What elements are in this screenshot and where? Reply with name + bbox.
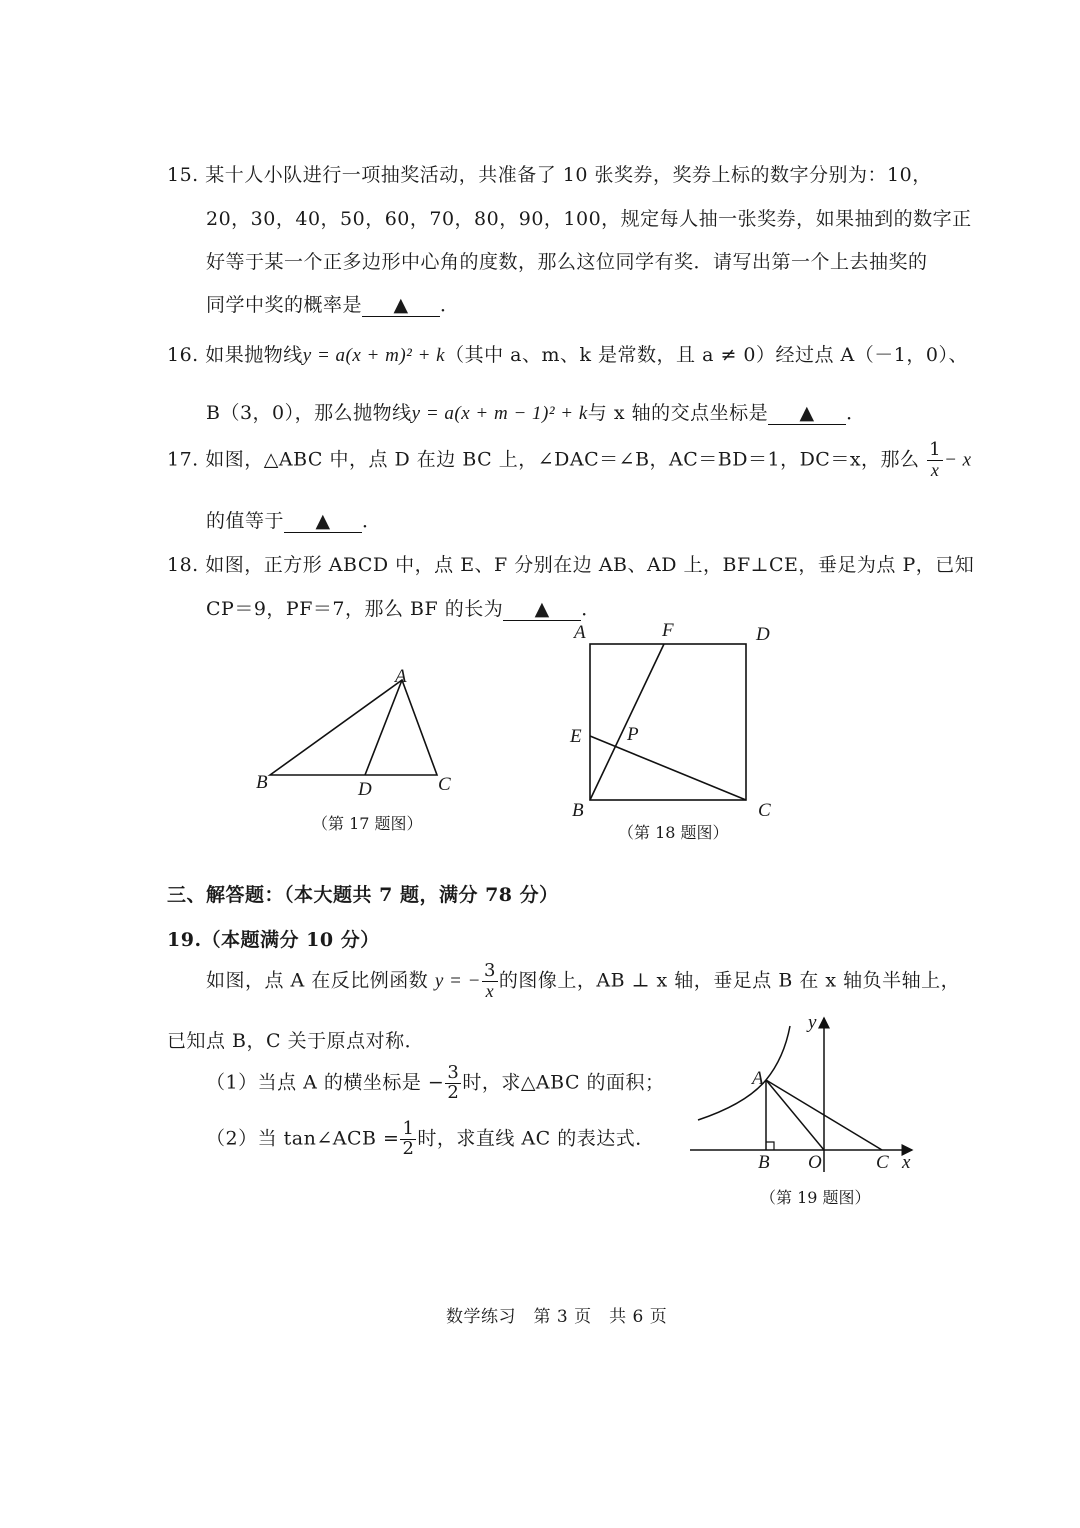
q15-line4: 同学中奖的概率是 ▲ ． (206, 294, 460, 316)
q17-number: 17. (167, 448, 199, 471)
q16-number: 16. (167, 344, 199, 366)
label-C: C (876, 1152, 889, 1173)
q17-line1: 17. 如图，△ABC 中，点 D 在边 BC 上，∠DAC＝∠B，AC＝BD＝1，DC＝x，那么 $\frac{1}{x}$ − x (167, 439, 972, 480)
q16-equation2: y = a(x + m − 1)² + k (411, 403, 588, 424)
figure-18-square (560, 618, 780, 828)
figure-17-caption: （第 17 题图） (312, 814, 423, 833)
label-F: F (662, 620, 674, 641)
q16-line1: 16. 如果抛物线y = a(x + m)² + k（其中 a、m、k 是常数，且 a ≠ 0）经过点 A（－1，0）、 (167, 344, 968, 366)
label-A: A (574, 622, 586, 643)
q19-line1: 如图，点 A 在反比例函数 y = − $\frac{3}{x}$ 的图像上，AB ⊥ x 轴，垂足点 B 在 x 轴负半轴上， (206, 960, 961, 1001)
answer-blank-17: ▲ (284, 511, 362, 533)
label-A: A (395, 666, 407, 687)
figure-17-triangle (240, 660, 470, 810)
q19-part2: （2）当 tan∠ACB = $\frac{1}{2}$ 时，求直线 AC 的表达式． (206, 1118, 655, 1159)
label-B: B (758, 1152, 770, 1173)
page-footer: 数学练习 第 3 页 共 6 页 (446, 1307, 668, 1327)
q19-fraction: $\frac{3}{x}$ (483, 960, 496, 1001)
answer-blank-15: ▲ (362, 295, 440, 317)
label-B: B (256, 772, 268, 793)
label-C: C (438, 774, 451, 795)
label-y-axis: y (808, 1012, 817, 1033)
q17-line2: 的值等于 ▲ ． (206, 510, 382, 532)
section-3-heading: 三、解答题：（本大题共 7 题，满分 78 分） (167, 884, 559, 906)
label-D: D (358, 779, 372, 800)
answer-blank-18: ▲ (503, 599, 581, 621)
label-C: C (758, 800, 771, 821)
q19-header: 19.（本题满分 10 分） (167, 929, 380, 951)
label-E: E (570, 726, 582, 747)
q15-line3: 好等于某一个正多边形中心角的度数，那么这位同学有奖．请写出第一个上去抽奖的 (206, 251, 928, 273)
q18-line1: 18. 如图，正方形 ABCD 中，点 E、F 分别在边 AB、AD 上，BF⊥CE，垂足为点 P，已知 (167, 554, 975, 576)
figure-19-caption: （第 19 题图） (760, 1188, 871, 1207)
q15-line1: 15. 某十人小队进行一项抽奖活动，共准备了 10 张奖券，奖券上标的数字分别为：10， (167, 164, 932, 186)
q17-fraction: $\frac{1}{x}$ (929, 439, 942, 480)
q18-line2: CP＝9，PF＝7，那么 BF 的长为 ▲ ． (206, 598, 601, 620)
q15-number: 15. (167, 164, 199, 186)
answer-blank-16: ▲ (768, 403, 846, 425)
label-x-axis: x (902, 1152, 911, 1173)
label-B: B (572, 800, 584, 821)
label-P: P (627, 724, 639, 745)
q15-line2: 20，30，40，50，60，70，80，90，100，规定每人抽一张奖券，如果抽到的数字正 (206, 208, 972, 230)
label-O: O (808, 1152, 822, 1173)
q16-equation1: y = a(x + m)² + k (302, 345, 446, 366)
label-D: D (756, 624, 770, 645)
q18-number: 18. (167, 554, 199, 576)
figure-19-graph (686, 1008, 926, 1178)
q19-line2: 已知点 B，C 关于原点对称． (167, 1030, 425, 1052)
label-A: A (752, 1068, 764, 1089)
q19-part1: （1）当点 A 的横坐标是 − $\frac{3}{2}$ 时，求△ABC 的面积； (206, 1062, 665, 1103)
q16-line2: B（3，0），那么抛物线y = a(x + m − 1)² + k与 x 轴的交点坐标是 ▲ ． (206, 402, 866, 424)
q19-part1-fraction: $\frac{3}{2}$ (447, 1062, 460, 1103)
figure-18-caption: （第 18 题图） (618, 823, 729, 842)
q19-part2-fraction: $\frac{1}{2}$ (402, 1118, 415, 1159)
